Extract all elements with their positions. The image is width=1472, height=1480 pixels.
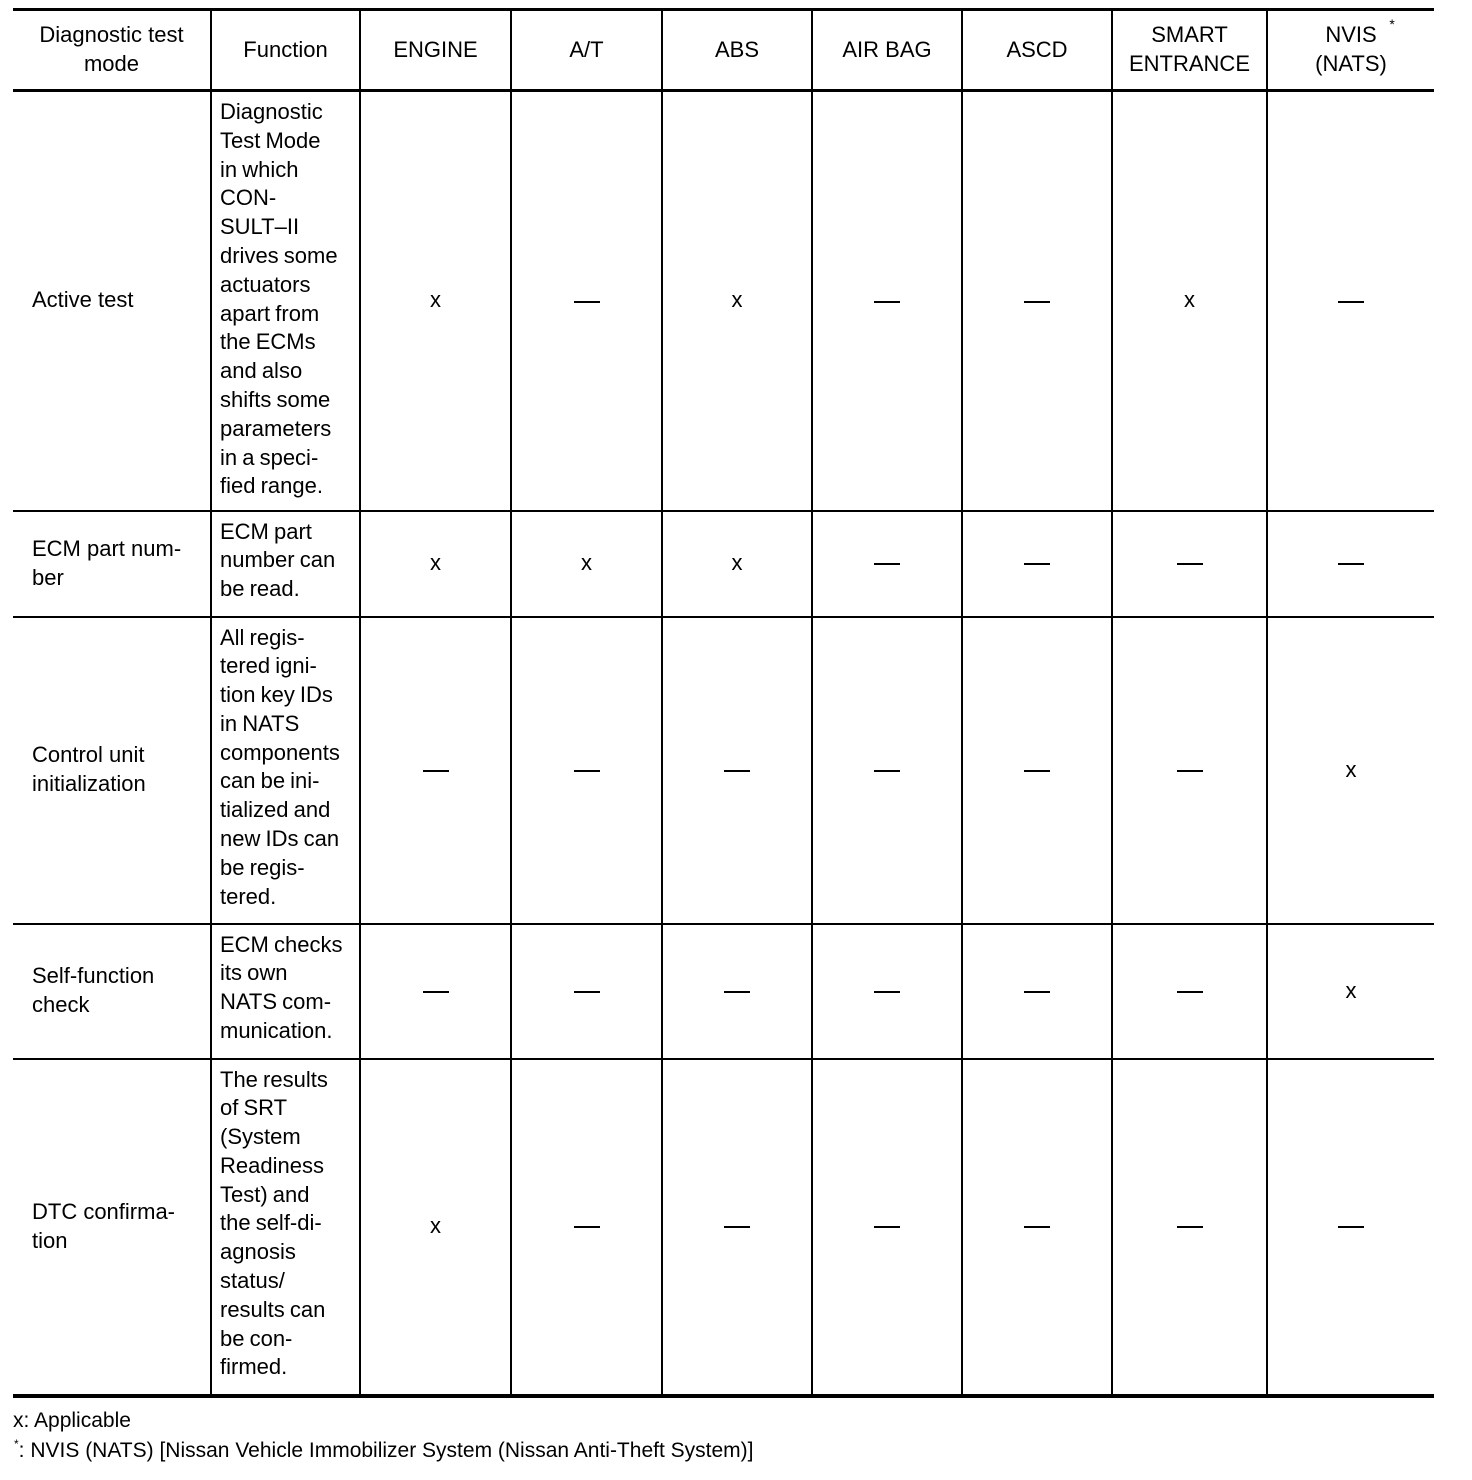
column-header-abs [662, 10, 812, 91]
column-header-ascd [962, 10, 1112, 91]
function-text-line: status/ [220, 1268, 285, 1294]
not-applicable-dash [1177, 563, 1203, 565]
mark-cell-at [511, 617, 662, 924]
function-text-line: Test) and [220, 1181, 310, 1207]
mode-text-line: Control unit [32, 742, 145, 768]
mode-text-line: ber [32, 564, 64, 590]
not-applicable-dash [1024, 301, 1050, 303]
function-text-line: The results [220, 1066, 328, 1092]
not-applicable-dash [574, 991, 600, 993]
function-text-line: be regis- [220, 854, 305, 880]
not-applicable-dash [874, 770, 900, 772]
not-applicable-dash [1024, 991, 1050, 993]
mark-cell-smart_entrance [1112, 617, 1267, 924]
column-header-label [393, 36, 477, 65]
table-header [13, 10, 1434, 91]
not-applicable-dash [1338, 563, 1364, 565]
mark-cell-at [511, 1059, 662, 1396]
column-header-line: ASCD [1006, 36, 1068, 62]
mark-cell-nvis [1267, 1059, 1434, 1396]
mark-cell-airbag [812, 91, 962, 511]
not-applicable-dash [423, 991, 449, 993]
applicable-mark: x [1184, 287, 1195, 313]
column-header-label [1315, 16, 1395, 79]
applicable-mark: x [430, 1213, 441, 1239]
function-cell [211, 511, 360, 617]
function-text-line: munication. [220, 1017, 333, 1043]
mark-cell-smart_entrance [1112, 1059, 1267, 1396]
mark-cell-ascd [962, 924, 1112, 1059]
function-text-line: the self-di- [220, 1210, 322, 1236]
not-applicable-dash [1338, 1226, 1364, 1228]
function-text-line: parameters [220, 415, 332, 441]
function-cell [211, 91, 360, 511]
not-applicable-dash [874, 301, 900, 303]
function-text-line: of SRT [220, 1095, 288, 1121]
table-row [13, 617, 1434, 924]
note-nvis [13, 1436, 753, 1468]
not-applicable-dash [574, 301, 600, 303]
mark-cell-engine [360, 511, 511, 617]
function-text-line: firmed. [220, 1354, 288, 1380]
function-text-line: ECM checks [220, 931, 343, 957]
mode-cell [13, 511, 211, 617]
header-row [13, 10, 1434, 91]
function-text-line: SULT–II [220, 214, 300, 240]
mark-cell-smart_entrance [1112, 91, 1267, 511]
not-applicable-dash [874, 1226, 900, 1228]
function-text-line: apart from [220, 300, 320, 326]
column-header-line: ENGINE [393, 36, 478, 62]
function-text-line: actuators [220, 271, 311, 297]
table-row [13, 1059, 1434, 1396]
applicable-mark: x [731, 550, 743, 576]
mark-cell-ascd [962, 617, 1112, 924]
column-header-line: AIR BAG [842, 36, 932, 62]
not-applicable-dash [724, 1226, 750, 1228]
mode-cell [13, 1059, 211, 1396]
mark-cell-engine [360, 617, 511, 924]
mode-text-line: DTC confirma- [32, 1198, 176, 1224]
function-text-line: in NATS [220, 710, 300, 736]
not-applicable-dash [1024, 1226, 1050, 1228]
mode-text-line: initialization [32, 771, 146, 796]
mark-cell-abs [662, 511, 812, 617]
function-text-line: All regis- [220, 624, 305, 650]
mark-cell-engine [360, 924, 511, 1059]
column-header-label [243, 36, 327, 65]
mode-cell [13, 91, 211, 511]
not-applicable-dash [724, 770, 750, 772]
function-text-line: its own [220, 960, 288, 986]
mark-cell-nvis [1267, 617, 1434, 924]
mark-cell-nvis [1267, 924, 1434, 1059]
applicable-mark: x [1345, 756, 1357, 782]
function-cell [211, 924, 360, 1059]
function-text-line: Diagnostic [220, 99, 323, 124]
mode-text-line: check [32, 992, 90, 1017]
column-header-label [39, 21, 183, 79]
function-text-line: number can [220, 547, 336, 573]
function-text-line: and also [220, 358, 303, 384]
not-applicable-dash [1024, 770, 1050, 772]
applicable-mark: x [430, 550, 441, 576]
not-applicable-dash [724, 991, 750, 993]
function-text-line: tered igni- [220, 653, 317, 679]
mark-cell-ascd [962, 1059, 1112, 1396]
column-header-at [511, 10, 662, 91]
column-header-mode [13, 10, 211, 91]
mark-cell-smart_entrance [1112, 924, 1267, 1059]
function-cell [211, 617, 360, 924]
mark-cell-nvis [1267, 511, 1434, 617]
not-applicable-dash [1338, 301, 1364, 303]
not-applicable-dash [574, 770, 600, 772]
mark-cell-at [511, 91, 662, 511]
mode-text-line: Self-function [32, 963, 155, 989]
column-header-label [842, 36, 931, 65]
function-text-line: ECM part [220, 518, 312, 544]
function-text-line: Test Mode [220, 127, 321, 153]
mark-cell-abs [662, 91, 812, 511]
mode-cell [13, 924, 211, 1059]
function-text-line: drives some [220, 242, 338, 268]
mode-text-line: Active test [32, 287, 134, 313]
column-header-engine [360, 10, 511, 91]
mark-cell-at [511, 924, 662, 1059]
mark-cell-airbag [812, 1059, 962, 1396]
note-nvis-text: : NVIS (NATS) [Nissan Vehicle Immobilizer System (Nissan Anti-Theft System)] [18, 1439, 754, 1462]
mode-text-line: ECM part num- [32, 535, 182, 561]
mark-cell-ascd [962, 511, 1112, 617]
diagnostic-test-mode-table [13, 8, 1434, 1398]
mark-cell-abs [662, 617, 812, 924]
not-applicable-dash [874, 991, 900, 993]
column-header-line: ENTRANCE [1128, 51, 1250, 76]
column-header-function [211, 10, 360, 91]
function-text-line: tered. [220, 883, 277, 909]
mark-cell-abs [662, 1059, 812, 1396]
function-text-line: in a speci- [220, 444, 319, 470]
function-text-line: be con- [220, 1325, 293, 1351]
column-header-label [569, 36, 603, 65]
column-header-line: Function [243, 36, 328, 62]
function-text-line: Readiness [220, 1152, 324, 1178]
mark-cell-engine [360, 91, 511, 511]
mark-cell-airbag [812, 511, 962, 617]
mode-cell [13, 617, 211, 924]
column-header-label [1129, 21, 1250, 79]
footnotes [13, 1406, 753, 1468]
column-header-label [715, 36, 759, 65]
function-text-line: the ECMs [220, 329, 316, 355]
note-applicable: x: Applicable [13, 1409, 131, 1432]
column-header-airbag [812, 10, 962, 91]
nvis-footnote-asterisk: * [1389, 16, 1395, 33]
function-text-line: fied range. [220, 473, 323, 499]
mark-cell-at [511, 511, 662, 617]
function-text-line: (System [220, 1124, 301, 1150]
not-applicable-dash [1177, 1226, 1203, 1228]
mark-cell-abs [662, 924, 812, 1059]
note-nvis-marker: * [14, 1437, 19, 1451]
applicable-mark: x [581, 550, 592, 576]
function-text-line: components [220, 739, 340, 765]
column-header-line: SMART [1151, 22, 1228, 48]
not-applicable-dash [574, 1226, 600, 1228]
applicable-mark: x [430, 287, 441, 313]
function-text-line: NATS com- [220, 989, 332, 1015]
applicable-mark: x [1345, 977, 1357, 1003]
not-applicable-dash [1024, 563, 1050, 565]
column-header-smart_entrance [1112, 10, 1267, 91]
function-text-line: tion key IDs [220, 682, 333, 708]
not-applicable-dash [1177, 991, 1203, 993]
column-header-line: NVIS [1325, 22, 1377, 48]
function-text-line: be read. [220, 576, 300, 602]
mark-cell-nvis [1267, 91, 1434, 511]
column-header-line: Diagnostic test [39, 22, 184, 48]
applicable-mark: x [731, 287, 743, 313]
table-row [13, 511, 1434, 617]
function-text-line: in which [220, 156, 299, 182]
column-header-label [1006, 36, 1067, 65]
mark-cell-ascd [962, 91, 1112, 511]
mark-cell-airbag [812, 924, 962, 1059]
table-body [13, 91, 1434, 1396]
mark-cell-engine [360, 1059, 511, 1396]
table-row [13, 924, 1434, 1059]
function-text-line: tialized and [220, 797, 331, 823]
function-text-line: can be ini- [220, 768, 320, 794]
mode-text-line: tion [32, 1227, 68, 1253]
column-header-line: ABS [714, 36, 760, 62]
not-applicable-dash [1177, 770, 1203, 772]
function-text-line: new IDs can [220, 826, 340, 852]
column-header-line: (NATS) [1315, 51, 1387, 76]
column-header-nvis [1267, 10, 1434, 91]
table-row [13, 91, 1434, 511]
not-applicable-dash [874, 563, 900, 565]
mark-cell-airbag [812, 617, 962, 924]
function-text-line: CON- [220, 185, 277, 211]
column-header-line: A/T [569, 36, 604, 62]
function-text-line: results can [220, 1296, 326, 1322]
mark-cell-smart_entrance [1112, 511, 1267, 617]
column-header-line: mode [83, 51, 140, 76]
not-applicable-dash [423, 770, 449, 772]
function-cell [211, 1059, 360, 1396]
function-text-line: shifts some [220, 386, 331, 412]
function-text-line: agnosis [220, 1239, 296, 1265]
